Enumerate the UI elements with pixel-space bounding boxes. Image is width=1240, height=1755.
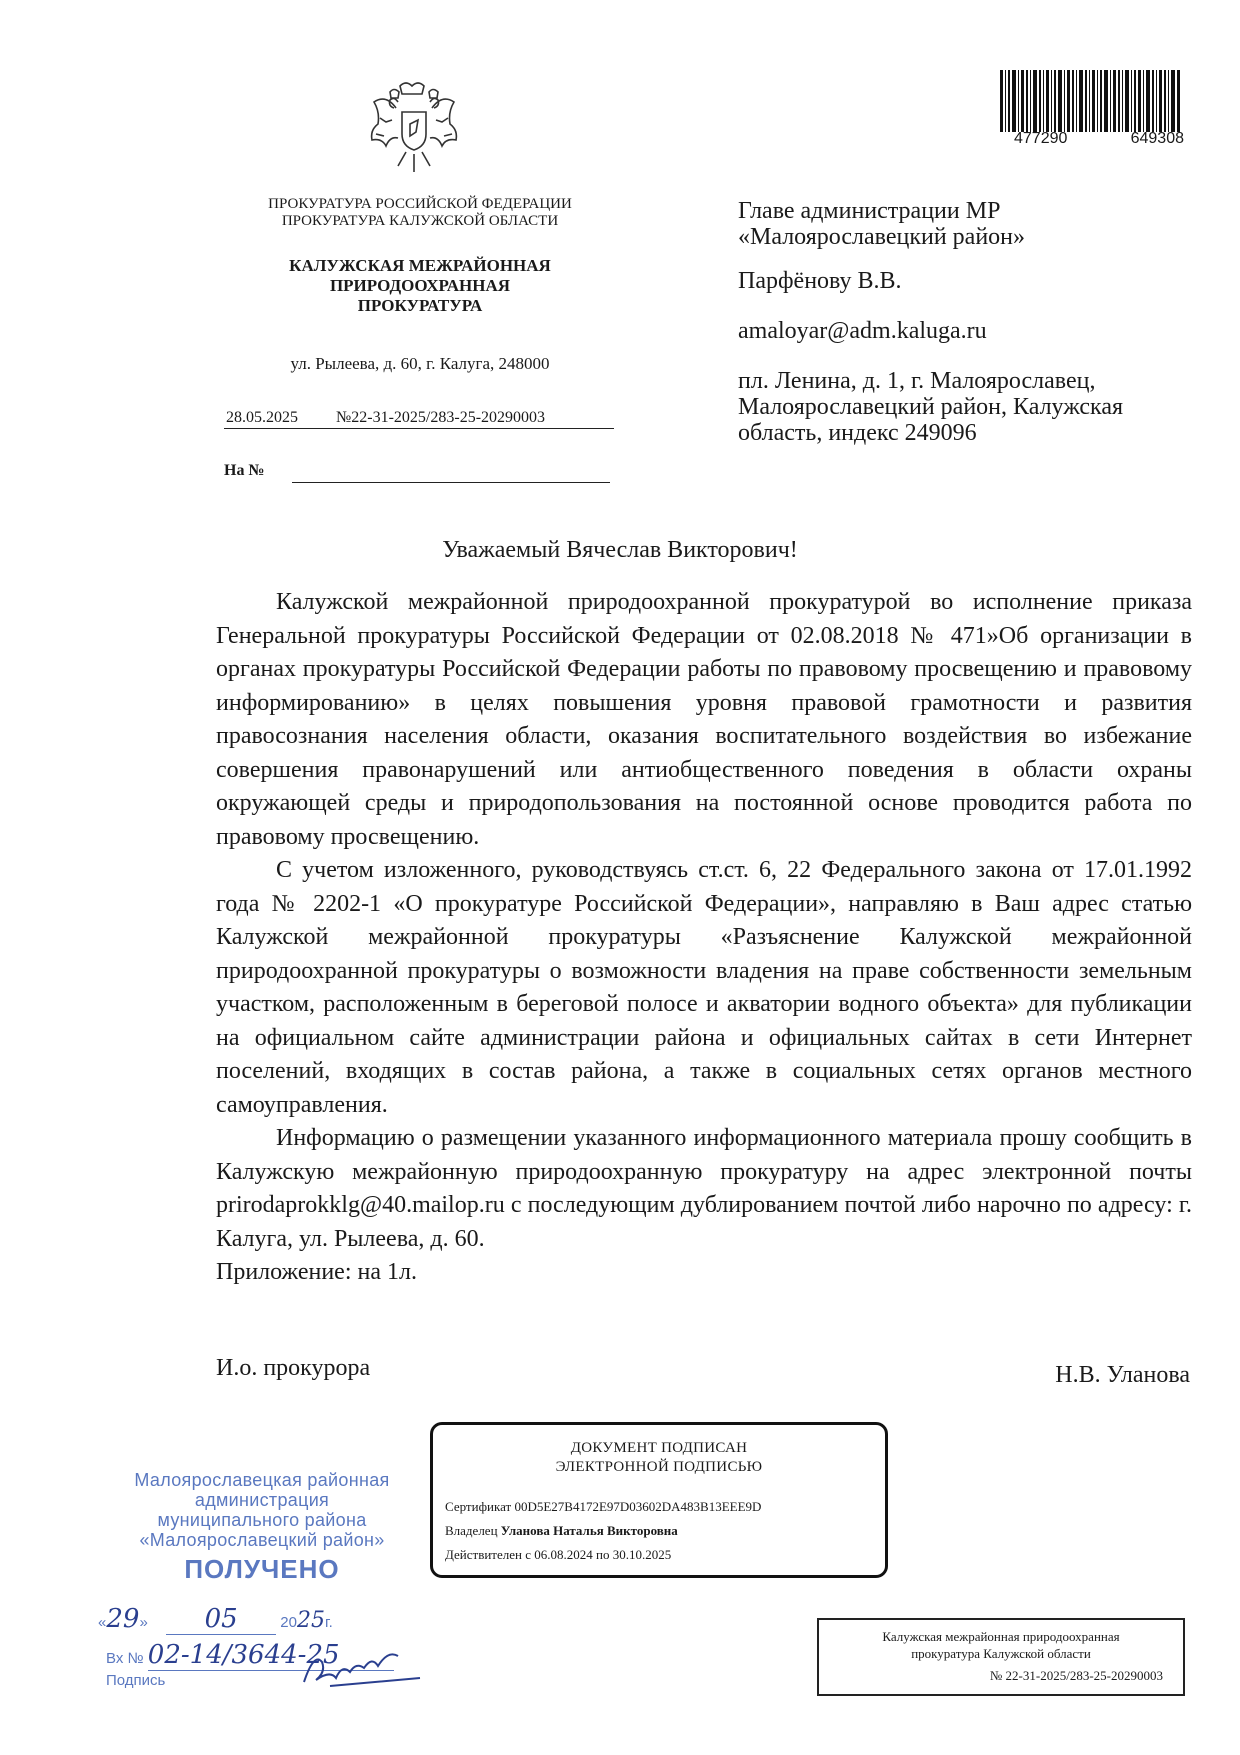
signer-name: Н.В. Уланова [1055,1362,1190,1388]
letter-body [216,586,1192,1290]
addressee-address-line: Малоярославецкий район, Калужская [738,394,1124,420]
letter-paragraph: С учетом изложенного, руководствуясь ст.ст. 6, 22 Федерального закона от 17.01.1992 года № 2202-1 «О прокуратуре Российской Федерации», направляю в Ваш адрес статью Калужской межрайонной прокуратуры «Разъяснение Калужской межрайонной природоохранной прокуратуры о возможности владения на праве собственности земельным участком, расположенным в береговой полосе и акватории водного объекта» для публикации на официальном сайте администрации района и официальных сайтах в сети Интернет поселений, входящих в состав района, а также в социальных сетях органов местного самоуправления. [216,857,1192,1118]
received-year-unit: г. [324,1614,333,1631]
outgoing-date: 28.05.2025 [226,409,298,426]
esig-owner-label: Владелец [445,1523,498,1538]
esig-title [433,1439,885,1477]
received-date: «29» 05 2025г. [98,1604,333,1634]
esig-valid-to: 30.10.2025 [612,1547,672,1562]
esig-validity [445,1547,671,1563]
outgoing-registration-line [224,409,614,429]
office-line: КАЛУЖСКАЯ МЕЖРАЙОННАЯ [289,256,551,275]
attachment-note: Приложение: на 1л. [216,1259,417,1285]
addressee-name: Парфёнову В.В. [738,268,902,294]
received-year-suffix: 25 [296,1608,325,1633]
registration-box-line: Калужская межрайонная природоохранная [882,1629,1120,1644]
addressee-address [738,368,1198,446]
letter-paragraph: Калужской межрайонной природоохранной прокуратурой во исполнение приказа Генеральной прокуратуры Российской Федерации от 02.08.2018 № 471»Об организации в органах прокуратуры Российской Федерации работы по правовому просвещению и правовому информированию» в целях повышения уровня правовой грамотности и развития правосознания населения области, оказания воспитательного воздействия во избежание совершения правонарушений или антиобщественного поведения в области охраны окружающей среды и природопользования на постоянной основе проводится работа по правовому просвещению. [216,589,1192,850]
barcode-numbers [1014,130,1184,148]
received-day: 29 [106,1604,140,1634]
signer-position: И.о. прокурора [216,1355,371,1381]
addressee-position-line: Главе администрации МР [738,198,1001,224]
received-signature-label: Подпись [106,1672,166,1689]
letter-paragraph: Информацию о размещении указанного информационного материала прошу сообщить в Калужскую межрайонную природоохранную прокуратуру на адрес электронной почты prirodaprokklg@40.mailop.ru с последующим дублированием почтой либо нарочно по адресу: г. Калуга, ул. Рылеева, д. 60. [216,1125,1192,1252]
reference-label: На № [224,462,265,479]
registration-box-org [819,1628,1183,1662]
addressee-email: amaloyar@adm.kaluga.ru [738,318,987,344]
registration-box-number: № 22-31-2025/283-25-20290003 [989,1668,1163,1683]
esig-certificate [445,1499,761,1515]
registration-box [817,1618,1185,1696]
received-month: 05 [166,1604,276,1635]
esig-valid-label: Действителен с [445,1547,531,1562]
office-address: ул. Рылеева, д. 60, г. Калуга, 248000 [290,354,550,373]
esig-owner-value: Уланова Наталья Викторовна [500,1523,678,1538]
received-stamp [92,1470,432,1690]
esig-owner [445,1523,678,1539]
addressee-address-line: область, индекс 249096 [738,420,977,446]
handwritten-signature [300,1646,430,1690]
esig-cert-label: Сертификат [445,1499,512,1514]
org-line: ПРОКУРАТУРА РОССИЙСКОЙ ФЕДЕРАЦИИ [268,196,572,212]
outgoing-number: №22-31-2025/283-25-20290003 [336,409,546,426]
coat-of-arms-emblem [366,78,462,178]
esig-valid-to-label: по [596,1547,610,1562]
greeting: Уважаемый Вячеслав Викторович! [442,537,798,563]
electronic-signature-stamp [430,1422,888,1578]
addressee-address-line: пл. Ленина, д. 1, г. Малоярославец, [738,368,1096,394]
incoming-number-label: Вх № [106,1650,144,1667]
received-stamp-line: Малоярославецкая районная [134,1470,390,1490]
received-stamp-line: администрация [194,1490,330,1510]
addressee-position-line: «Малоярославецкий район» [738,224,1026,250]
esig-valid-from: 06.08.2024 [534,1547,593,1562]
office-line: ПРИРОДООХРАННАЯ [329,276,511,295]
office-line: ПРОКУРАТУРА [357,296,483,315]
received-status: ПОЛУЧЕНО [184,1554,340,1584]
registration-box-line: прокуратура Калужской области [911,1646,1091,1661]
received-stamp-org [92,1470,432,1550]
reference-blank-line [292,482,610,483]
esig-title-line: ДОКУМЕНТ ПОДПИСАН [570,1440,748,1456]
received-year-prefix: 20 [280,1614,297,1631]
org-line: ПРОКУРАТУРА КАЛУЖСКОЙ ОБЛАСТИ [281,213,559,229]
received-stamp-line: муниципального района [157,1510,367,1530]
barcode [1000,70,1180,132]
barcode-number-right: 649308 [1130,130,1184,147]
received-signature [106,1672,165,1689]
received-stamp-line: «Малоярославецкий район» [139,1530,385,1550]
esig-title-line: ЭЛЕКТРОННОЙ ПОДПИСЬЮ [555,1459,763,1475]
esig-cert-value: 00D5E27B4172E97D03602DA483B13EEE9D [514,1499,762,1514]
barcode-number-left: 477290 [1014,130,1068,147]
addressee-position [738,198,1198,250]
incoming-number-value: 02-14/3644-25 [148,1640,394,1671]
office-name [200,256,640,316]
prosecutor-office-heading [200,196,640,230]
